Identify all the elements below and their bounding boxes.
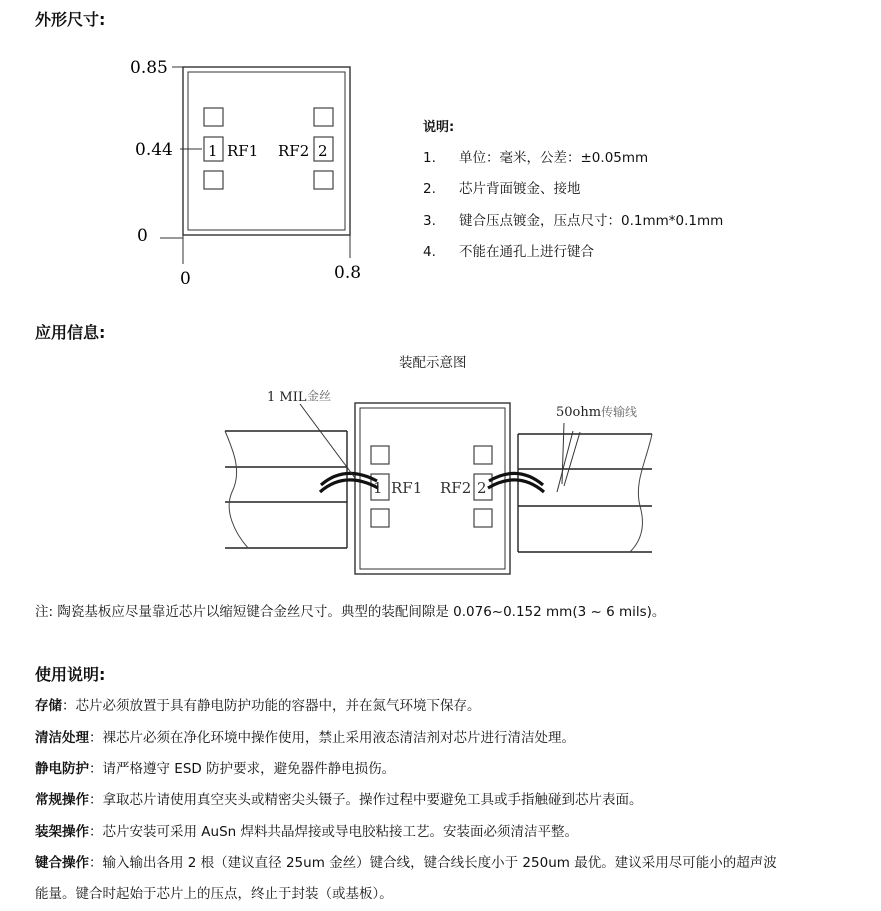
- note-item: 3. 键合压点镀金，压点尺寸：0.1mm*0.1mm: [423, 213, 724, 229]
- footnote: 注: 陶瓷基板应尽量靠近芯片以缩短键合金丝尺寸。典型的装配间隙是 0.076~0.152 mm(3 ~ 6 mils)。: [35, 604, 666, 620]
- dim-y-mid: 0.44: [135, 140, 173, 160]
- line-label-suffix: 传输线: [601, 405, 638, 419]
- pad-bottom-left: [204, 171, 223, 189]
- assembly-caption: 装配示意图: [399, 355, 467, 371]
- note-item: 2. 芯片背面镀金、接地: [423, 181, 581, 197]
- usage-line-mounting: 装架操作：芯片安装可采用 AuSn 焊料共晶焊接或导电胶粘接工艺。安装面必须清洁平整。: [35, 824, 578, 840]
- line-label-prefix: 50ohm: [556, 405, 602, 420]
- note-item: 1. 单位：毫米，公差：±0.05mm: [423, 150, 649, 166]
- pad-top-left: [204, 108, 223, 126]
- usage-line-esd: 静电防护：请严格遵守 ESD 防护要求，避免器件静电损伤。: [35, 761, 396, 777]
- usage-line-bonding-continued: 能量。键合时起始于芯片上的压点，终止于封装（或基板）。: [35, 886, 393, 902]
- pad-right-label: RF2: [278, 142, 310, 160]
- usage-line-bonding: 键合操作：输入输出各用 2 根（建议直径 25um 金丝）键合线，键合线长度小于 250um 最优。建议采用尽可能小的超声波: [35, 855, 777, 871]
- outline-drawing: [120, 50, 380, 295]
- section-title-usage: 使用说明:: [35, 665, 106, 684]
- asm-pad-left-num: 1: [373, 479, 383, 497]
- assembly-diagram: [220, 382, 660, 582]
- wire-label-suffix: 金丝: [307, 389, 332, 403]
- asm-pad-right-label: RF2: [440, 479, 472, 497]
- pad-left-label: RF1: [227, 142, 259, 160]
- note-item: 4. 不能在通孔上进行键合: [423, 244, 594, 260]
- dim-x-left: 0: [180, 269, 191, 289]
- dim-y-top: 0.85: [130, 58, 168, 78]
- pad-top-right: [314, 108, 333, 126]
- dim-x-right: 0.8: [334, 263, 362, 283]
- usage-line-handling: 常规操作：拿取芯片请使用真空夹头或精密尖头镊子。操作过程中要避免工具或手指触碰到芯片表面。: [35, 792, 643, 808]
- usage-line-cleaning: 清洁处理：裸芯片必须在净化环境中操作使用，禁止采用液态清洁剂对芯片进行清洁处理。: [35, 730, 575, 746]
- bond-wire-right: [488, 480, 544, 492]
- usage-line-storage: 存储：芯片必须放置于具有静电防护功能的容器中，并在氮气环境下保存。: [35, 698, 481, 714]
- dim-y-bottom: 0: [137, 226, 148, 246]
- bond-wire-left: [320, 480, 378, 492]
- asm-pad-left-label: RF1: [391, 479, 423, 497]
- pad-bottom-right: [314, 171, 333, 189]
- pad-left-num: 1: [208, 142, 218, 160]
- section-title-application: 应用信息:: [35, 323, 106, 342]
- asm-pad-right-num: 2: [477, 479, 487, 497]
- pad-right-num: 2: [318, 142, 328, 160]
- section-title-dimensions: 外形尺寸:: [35, 10, 106, 29]
- notes-title: 说明:: [423, 120, 455, 135]
- wire-label-prefix: 1 MIL: [267, 390, 307, 405]
